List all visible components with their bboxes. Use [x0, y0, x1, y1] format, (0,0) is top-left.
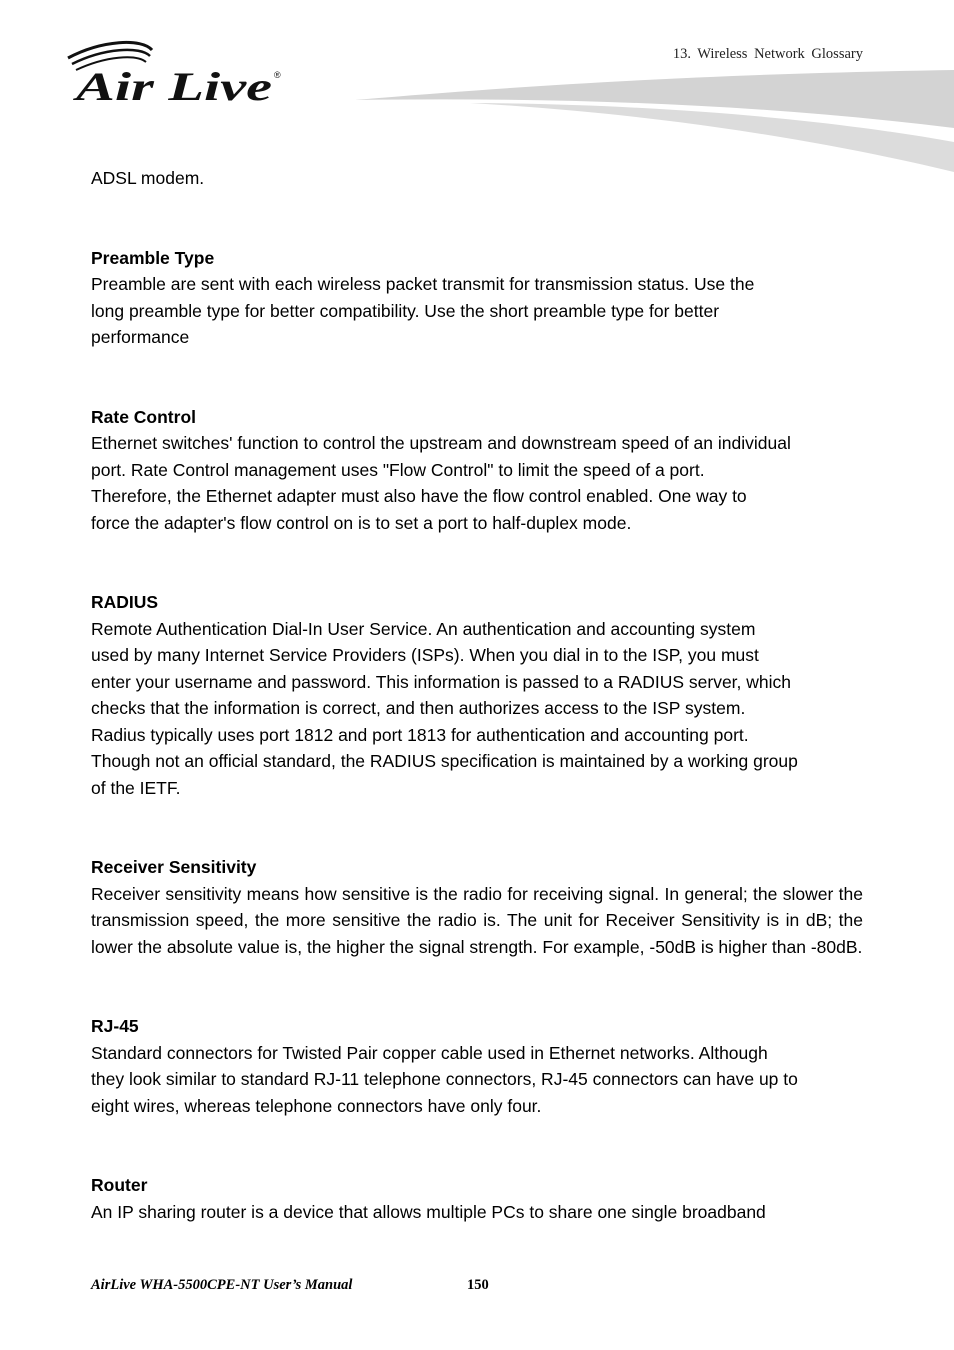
glossary-entry-radius	[91, 589, 863, 801]
glossary-entry-router	[91, 1172, 863, 1225]
glossary-definition: Standard connectors for Twisted Pair copper cable used in Ethernet networks. Although they look similar to standard RJ-11 telephone connectors, RJ-45 connectors can have up to eight wires, whereas telephone connectors have only four.	[91, 1042, 798, 1116]
glossary-term: Preamble Type	[91, 247, 215, 268]
glossary-definition: An IP sharing router is a device that allows multiple PCs to share one single broadband	[91, 1201, 766, 1222]
logo-registered-mark: ®	[274, 70, 281, 80]
glossary-content	[91, 165, 863, 1225]
continued-text: ADSL modem.	[91, 168, 205, 188]
glossary-entry-rj-45	[91, 1013, 863, 1119]
swoosh-band-upper	[355, 70, 954, 128]
glossary-entry-preamble-type	[91, 245, 863, 351]
footer-manual-title: AirLive WHA-5500CPE-NT User’s Manual	[91, 1277, 353, 1293]
glossary-definition: Preamble are sent with each wireless packet transmit for transmission status. Use the long preamble type for better compatibility. Use the short preamble type for better performance	[91, 274, 755, 347]
footer-page-number: 150	[467, 1277, 489, 1293]
glossary-term: RJ-45	[91, 1016, 139, 1036]
airlive-logo	[62, 40, 292, 108]
glossary-term: Rate Control	[91, 406, 196, 427]
glossary-term: Receiver Sensitivity	[91, 857, 257, 877]
glossary-entry-rate-control	[91, 404, 863, 537]
glossary-definition: Ethernet switches' function to control the upstream and downstream speed of an individual port. Rate Control management uses "Flow Control" to limit the speed of a port. Therefore, the Ethernet adapter must also have the flow control enabled. One way to force the adapter's flow control on is to set a port to half-duplex mode.	[91, 433, 791, 533]
glossary-definition: Receiver sensitivity means how sensitive is the radio for receiving signal. In general; the slower the transmission speed, the more sensitive the radio is. The unit for Receiver Sensitivity is in dB; the lower the absolute value is, the higher the signal strength. For example, -50dB is higher than -80dB.	[91, 883, 863, 957]
glossary-term: RADIUS	[91, 592, 159, 612]
chapter-title: 13. Wireless Network Glossary	[672, 46, 863, 62]
glossary-term: Router	[91, 1175, 148, 1195]
glossary-entry-receiver-sensitivity	[91, 854, 863, 960]
logo-wordmark: Air Live	[71, 64, 273, 108]
glossary-definition: Remote Authentication Dial-In User Service. An authentication and accounting system used by many Internet Service Providers (ISPs). When you dial in to the ISP, you must enter your username and password. This information is passed to a RADIUS server, which checks that the information is correct, and then authorizes access to the ISP system. Radius typically uses port 1812 and port 1813 for authentication and accounting port. Though not an official standard, the RADIUS specification is maintained by a working group of the IETF.	[91, 618, 798, 798]
